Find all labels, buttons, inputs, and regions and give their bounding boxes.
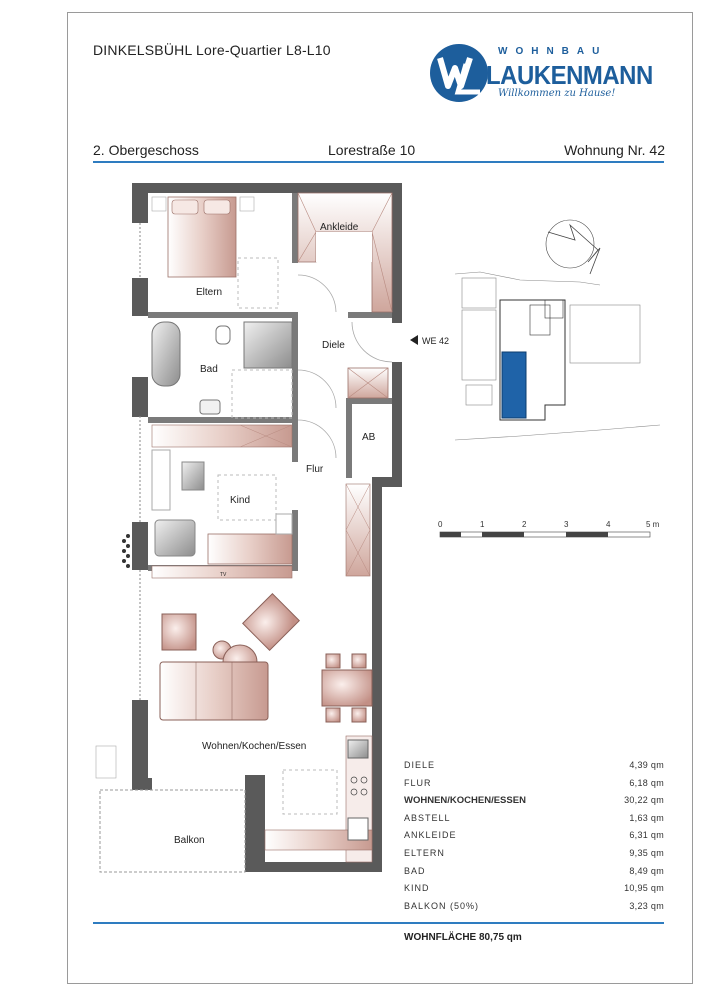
north-arrow-icon	[546, 220, 600, 274]
label-bad: Bad	[200, 364, 218, 375]
scale-label-1: 1	[480, 520, 485, 529]
label-entrance: WE 42	[422, 336, 450, 346]
room-name: ABSTELL	[404, 812, 451, 823]
label-wohnen: Wohnen/Kochen/Essen	[202, 741, 307, 752]
label-kind: Kind	[230, 495, 251, 506]
floor-label: 2. Obergeschoss	[93, 142, 199, 158]
room-area: 1,63 qm	[629, 812, 664, 823]
total-area: WOHNFLÄCHE 80,75 qm	[404, 932, 522, 943]
room-area: 4,39 qm	[629, 760, 664, 770]
unit-highlight	[502, 352, 526, 418]
room-row	[404, 901, 664, 919]
room-area-table	[404, 760, 664, 918]
logo-wohnbau: WOHNBAU	[498, 46, 608, 57]
footer-divider	[93, 922, 664, 924]
project-title: DINKELSBÜHL Lore-Quartier L8-L10	[93, 42, 331, 58]
room-area: 6,31 qm	[629, 830, 664, 841]
room-row	[404, 760, 664, 778]
key-plan	[455, 272, 660, 440]
plants-icon	[122, 534, 130, 568]
entrance-arrow-icon	[410, 335, 418, 345]
label-eltern: Eltern	[196, 287, 223, 298]
label-diele: Diele	[322, 340, 345, 351]
room-name: FLUR	[404, 777, 432, 788]
room-area: 10,95 qm	[624, 883, 664, 894]
room-name: DIELE	[404, 760, 436, 770]
label-ankleide: Ankleide	[320, 222, 359, 233]
room-row	[404, 866, 664, 884]
label-flur: Flur	[306, 464, 324, 475]
room-row	[404, 813, 664, 831]
room-name: BAD	[404, 865, 426, 876]
room-row	[404, 883, 664, 901]
room-area: 30,22 qm	[624, 795, 664, 806]
scale-bar	[440, 532, 650, 537]
unit-label: Wohnung Nr. 42	[564, 142, 665, 158]
room-area: 6,18 qm	[629, 777, 664, 788]
logo-slogan: Willkommen zu Hause!	[498, 88, 616, 99]
label-tv: TV	[220, 572, 227, 578]
logo-name: LAUKENMANN	[486, 60, 653, 90]
room-area: 3,23 qm	[629, 900, 664, 911]
room-name: ELTERN	[404, 847, 445, 858]
room-name: BALKON (50%)	[404, 900, 480, 911]
street-label: Lorestraße 10	[328, 142, 416, 158]
label-ab: AB	[362, 432, 376, 443]
label-balkon: Balkon	[174, 835, 205, 846]
room-name: WOHNEN/KOCHEN/ESSEN	[404, 795, 526, 807]
room-area: 8,49 qm	[629, 865, 664, 876]
room-area: 9,35 qm	[629, 847, 664, 858]
scale-label-2: 2	[522, 520, 527, 529]
room-name: KIND	[404, 883, 430, 894]
scale-label-3: 3	[564, 520, 569, 529]
room-name: ANKLEIDE	[404, 830, 457, 841]
scale-label-0: 0	[438, 520, 443, 529]
room-row	[404, 848, 664, 866]
room-row	[404, 795, 664, 813]
scale-label-5: 5 m	[646, 520, 660, 529]
room-row	[404, 778, 664, 796]
scale-labels	[438, 520, 660, 529]
scale-label-4: 4	[606, 520, 611, 529]
room-row	[404, 830, 664, 848]
